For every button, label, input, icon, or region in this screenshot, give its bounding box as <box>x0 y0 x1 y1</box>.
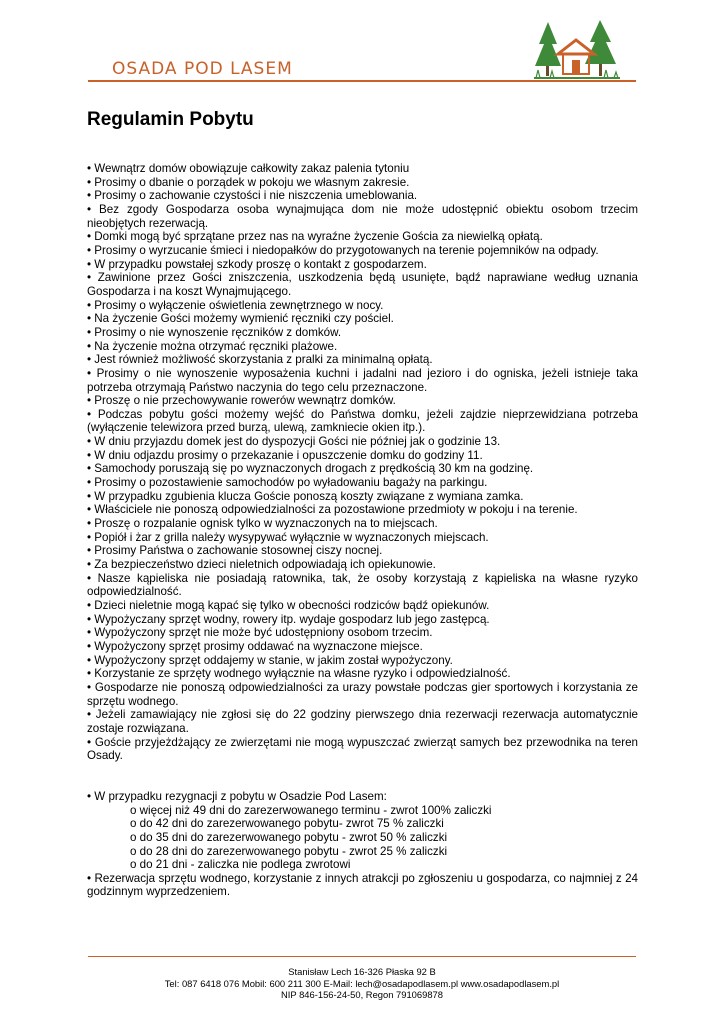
rule-item: • Prosimy o wyłączenie oświetlenia zewnętrznego w nocy. <box>87 298 384 312</box>
cancellation-intro: • W przypadku rezygnacji z pobytu w Osadzie Pod Lasem: <box>87 789 387 803</box>
rule-item: • Korzystanie ze sprzęty wodnego wyłącznie na własne ryzyko i odpowiedzialność. <box>87 667 511 681</box>
rule-item: • Jeżeli zamawiający nie zgłosi się do 22 godziny pierwszego dnia rezerwacji rezerwacja automatycznie zostaje rozwiązana. <box>87 708 638 735</box>
rule-item: • Prosimy o zachowanie czystości i nie niszczenia umeblowania. <box>87 189 418 203</box>
rule-item: • Wewnątrz domów obowiązuje całkowity zakaz palenia tytoniu <box>87 162 410 175</box>
rule-item: • Właściciele nie ponoszą odpowiedzialności za pozostawione przedmioty w pokoju i na terenie. <box>87 503 578 517</box>
rule-item: • Samochody poruszają się po wyznaczonych drogach z prędkością 30 km na godzinę. <box>87 462 534 476</box>
cancellation-item: o do 35 dni do zarezerwowanego pobytu - zwrot 50 % zaliczki <box>130 830 448 844</box>
page-header <box>0 0 724 100</box>
rule-item: • Wypożyczany sprzęt wodny, rowery itp. wydaje gospodarz lub jego zastępcą. <box>87 612 490 626</box>
rule-item: • Wypożyczony sprzęt prosimy oddawać na wyznaczone miejsce. <box>87 639 423 653</box>
cancellation-item: o do 21 dni - zaliczka nie podlega zwrotowi <box>130 858 351 872</box>
footer-registration: NIP 846-156-24-50, Regon 791069878 <box>281 989 443 1000</box>
rule-item: • Wypożyczony sprzęt nie może być udostępniony osobom trzecim. <box>87 626 433 640</box>
brand-name: OSADA POD LASEM <box>112 59 293 79</box>
cancellation-item: o do 42 dni do zarezerwowanego pobytu- zwrot 75 % zaliczki <box>130 817 444 831</box>
rule-item: • Bez zgody Gospodarza osoba wynajmująca dom nie może udostępnić obiektu osobom trzecim nieobjętych rezerwacją. <box>87 202 638 230</box>
rule-item: • Goście przyjeżdżający ze zwierzętami nie mogą wypuszczać zwierząt samych bez przewodnika na teren Osady. <box>87 735 638 763</box>
rules-list <box>87 162 638 899</box>
footer-contact: Tel: 087 6418 076 Mobil: 600 211 300 E-Mail: lech@osadapodlasem.pl www.osadapodlasem.pl <box>164 977 560 989</box>
rule-item: • W dniu odjazdu prosimy o przekazanie i opuszczenie domku do godziny 11. <box>87 448 483 462</box>
rule-item: • Proszę o nie przechowywanie rowerów wewnątrz domków. <box>87 394 396 408</box>
rule-item: • Prosimy o nie wynoszenie ręczników z domków. <box>87 325 342 339</box>
equipment-reservation-rule: • Rezerwacja sprzętu wodnego, korzystanie z innych atrakcji po zgłoszeniu u gospodarza, co najmniej z 24 godzinnym wyprzedzeniem. <box>87 871 638 899</box>
rule-item: • Prosimy o dbanie o porządek w pokoju we własnym zakresie. <box>87 175 410 189</box>
footer-divider <box>88 956 636 957</box>
rule-item: • Popiół i żar z grilla należy wysypywać wyłącznie w wyznaczonych miejscach. <box>87 530 489 544</box>
page-title: Regulamin Pobytu <box>87 109 254 130</box>
rule-item: • W przypadku powstałej szkody proszę o kontakt z gospodarzem. <box>87 257 427 271</box>
rule-item: • Prosimy o pozostawienie samochodów po wyładowaniu bagaży na parkingu. <box>87 476 488 490</box>
rule-item: • W dniu przyjazdu domek jest do dyspozycji Gości nie później jak o godzinie 13. <box>87 435 501 449</box>
rule-item: • Jest również możliwość skorzystania z pralki za minimalną opłatą. <box>87 353 433 367</box>
rule-item: • Prosimy o nie wynoszenie wyposażenia kuchni i jadalni nad jezioro i do ogniska, jeżeli istnieje taka potrzeba otrzymają Państwo naczynia do tego celu przeznaczone. <box>87 366 638 394</box>
house-in-forest-logo <box>530 18 624 84</box>
rule-item: • Zawinione przez Gości zniszczenia, uszkodzenia będą usunięte, bądź naprawiane według uznania Gospodarza i na koszt Wynajmującego. <box>87 271 638 298</box>
cancellation-item: o do 28 dni do zarezerwowanego pobytu - zwrot 25 % zaliczki <box>130 844 448 858</box>
footer-address: Stanisław Lech 16-326 Płaska 92 B <box>288 966 436 977</box>
rule-item: • Na życzenie można otrzymać ręczniki plażowe. <box>87 339 338 353</box>
rule-item: • Proszę o rozpalanie ognisk tylko w wyznaczonych na to miejscach. <box>87 517 438 531</box>
rule-item: • Gospodarze nie ponoszą odpowiedzialności za urazy powstałe podczas gier sportowych i korzystania ze sprzętu wodnego. <box>87 680 638 708</box>
rule-item: • Nasze kąpieliska nie posiadają ratownika, tak, że osoby korzystają z kąpieliska na własne ryzyko odpowiedzialność. <box>87 571 638 599</box>
section-gap <box>87 763 638 790</box>
rule-item: • Wypożyczony sprzęt oddajemy w stanie, w jakim został wypożyczony. <box>87 653 453 667</box>
rule-item: • Domki mogą być sprzątane przez nas na wyraźne życzenie Gościa za niewielką opłatą. <box>87 230 543 244</box>
page-footer <box>88 966 636 1001</box>
rule-item: • Dzieci nieletnie mogą kąpać się tylko w obecności rodziców bądź opiekunów. <box>87 599 490 612</box>
rule-item: • Prosimy Państwa o zachowanie stosownej ciszy nocnej. <box>87 544 383 558</box>
cancellation-item: o więcej niż 49 dni do zarezerwowanego terminu - zwrot 100% zaliczki <box>130 803 492 817</box>
rule-item: • W przypadku zgubienia klucza Goście ponoszą koszty związane z wymiana zamka. <box>87 489 524 503</box>
rule-item: • Prosimy o wyrzucanie śmieci i niedopałków do przygotowanych na terenie pojemników na odpady. <box>87 243 599 257</box>
rule-item: • Za bezpieczeństwo dzieci nieletnich odpowiadają ich opiekunowie. <box>87 558 436 572</box>
rule-item: • Podczas pobytu gości możemy wejść do Państwa domku, jeżeli zajdzie nieprzewidziana potrzeba (wyłączenie telewizora przed burzą, ulewą, zamkniecie okien itp.). <box>87 407 638 435</box>
rule-item: • Na życzenie Gości możemy wymienić ręczniki czy pościel. <box>87 312 394 326</box>
